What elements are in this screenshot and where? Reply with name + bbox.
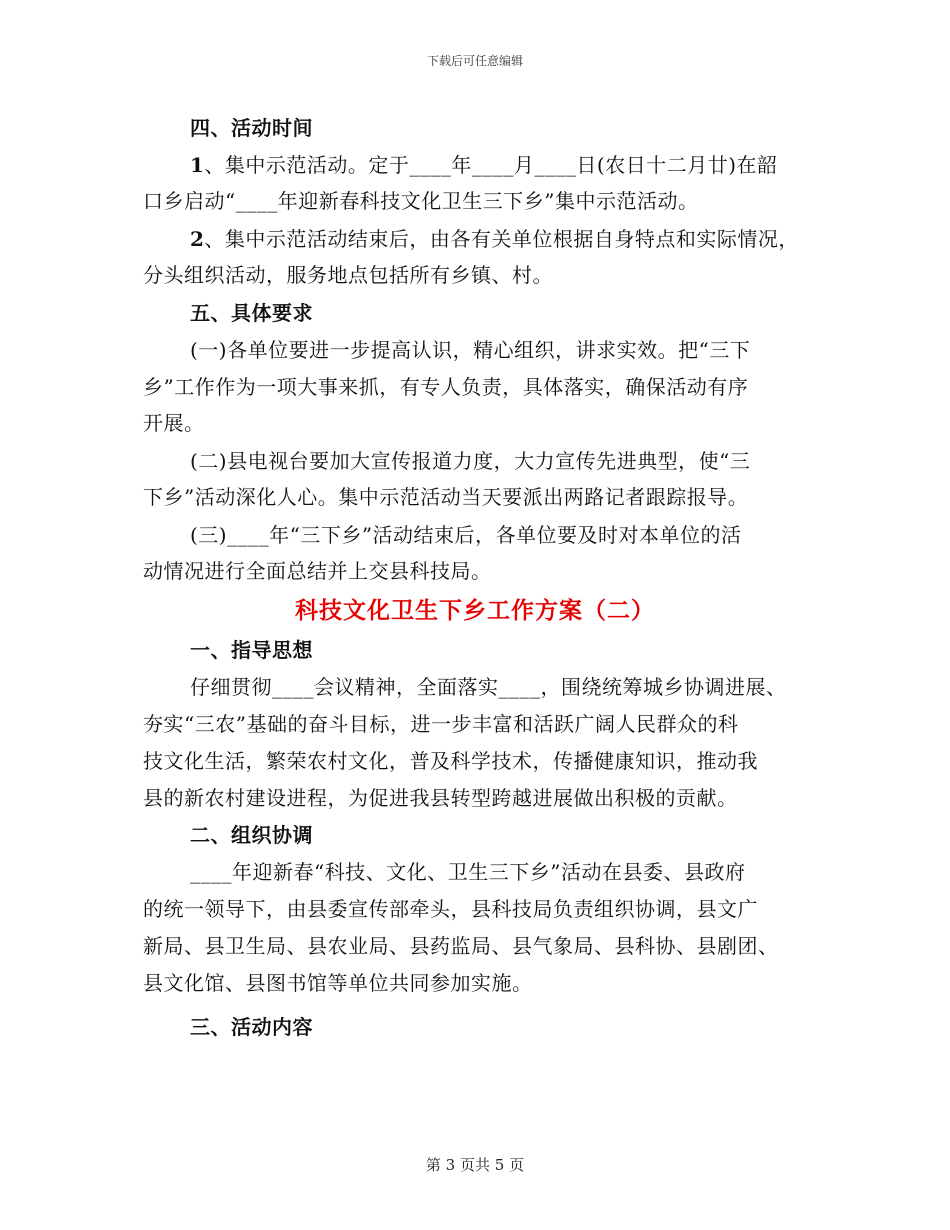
paragraph-line: 开展。 xyxy=(143,411,205,435)
paragraph-line: 口乡启动“____年迎新春科技文化卫生三下乡”集中示范活动。 xyxy=(143,189,699,213)
paragraph-line: 的统一领导下，由县委宣传部牵头，县科技局负责组织协调，县文广 xyxy=(143,897,758,921)
paragraph-line: (一)各单位要进一步提高认识，精心组织，讲求实效。把“三下 xyxy=(190,338,751,362)
list-number: 1 xyxy=(190,153,205,177)
paragraph-line: 仔细贯彻____会议精神，全面落实____，围绕统筹城乡协调进展、 xyxy=(190,675,787,699)
paragraph-line xyxy=(190,152,870,178)
paragraph-line: 县的新农村建设进程，为促进我县转型跨越进展做出积极的贡献。 xyxy=(143,786,738,810)
paragraph-line: 乡”工作作为一项大事来抓，有专人负责，具体落实，确保活动有序 xyxy=(143,375,749,399)
paragraph-text: 、集中示范活动。定于____年____月____日(农日十二月廿)在韶 xyxy=(204,153,778,177)
page-header: 下载后可任意编辑 xyxy=(426,54,523,68)
paragraph-line: 夯实“三农”基础的奋斗目标，进一步丰富和活跃广阔人民群众的科 xyxy=(143,712,739,736)
paragraph-line: 分头组织活动，服务地点包括所有乡镇、村。 xyxy=(143,263,553,287)
paragraph-line: 新局、县卫生局、县农业局、县药监局、县气象局、县科协、县剧团、 xyxy=(143,934,779,958)
paragraph-line: 动情况进行全面总结并上交县科技局。 xyxy=(143,559,492,583)
section-heading-activity-content: 三、活动内容 xyxy=(190,1015,313,1039)
paragraph-line: 下乡”活动深化人心。集中示范活动当天要派出两路记者跟踪报导。 xyxy=(143,485,749,509)
section-heading-activity-time: 四、活动时间 xyxy=(190,116,313,140)
paragraph-line: (二)县电视台要加大宣传报道力度，大力宣传先进典型，使“三 xyxy=(190,449,751,473)
paragraph-line xyxy=(190,226,870,252)
paragraph-text: 、集中示范活动结束后，由各有关单位根据自身特点和实际情况， xyxy=(204,227,799,251)
page-footer: 第 3 页共 5 页 xyxy=(425,1156,525,1174)
list-number: 2 xyxy=(190,227,205,251)
section-heading-organization: 二、组织协调 xyxy=(190,823,313,847)
document-title: 科技文化卫生下乡工作方案（二） xyxy=(295,598,655,624)
paragraph-line: 县文化馆、县图书馆等单位共同参加实施。 xyxy=(143,971,533,995)
section-heading-requirements: 五、具体要求 xyxy=(190,301,313,325)
paragraph-line: (三)____年“三下乡”活动结束后，各单位要及时对本单位的活 xyxy=(190,523,742,547)
paragraph-line: 技文化生活，繁荣农村文化，普及科学技术，传播健康知识，推动我 xyxy=(143,749,758,773)
paragraph-line: ____年迎新春“科技、文化、卫生三下乡”活动在县委、县政府 xyxy=(190,860,746,884)
section-heading-guiding-thought: 一、指导思想 xyxy=(190,638,313,662)
